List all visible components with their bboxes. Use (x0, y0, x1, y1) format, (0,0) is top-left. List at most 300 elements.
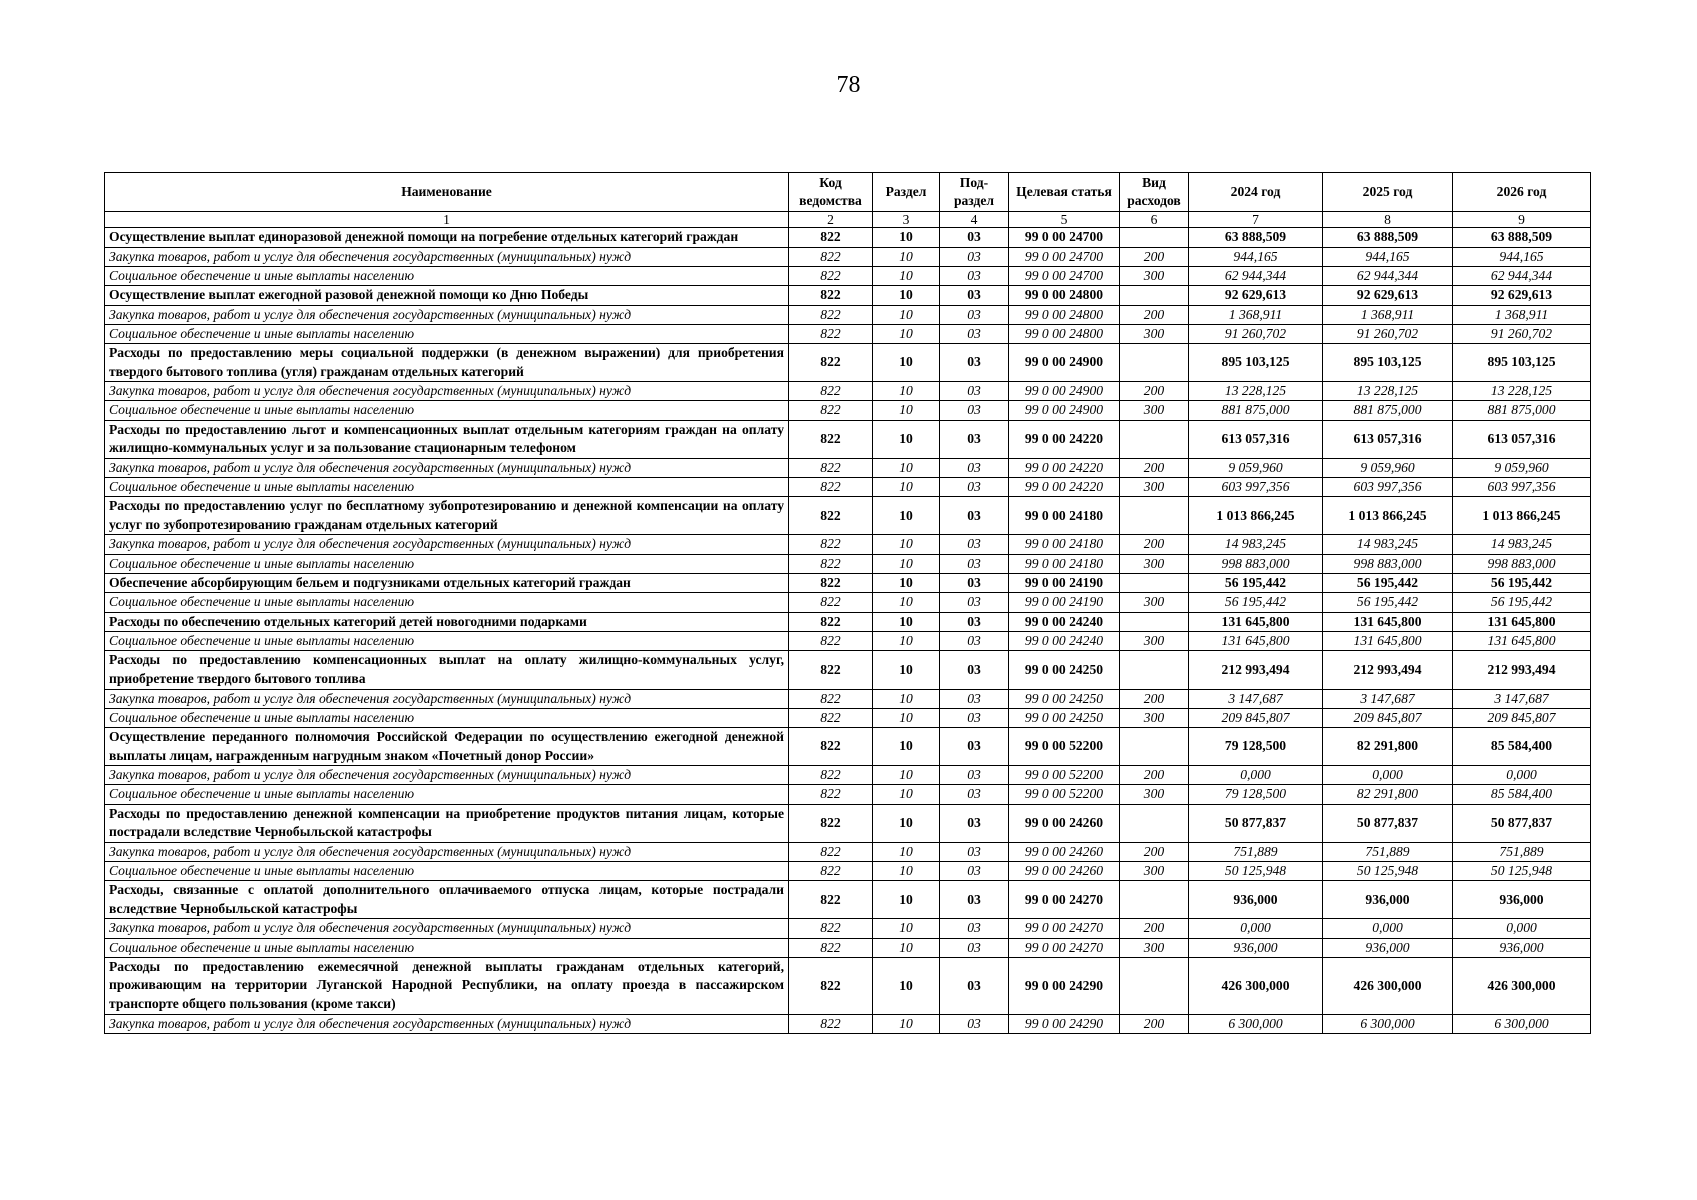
row-subsection: 03 (940, 324, 1009, 343)
row-target: 99 0 00 24190 (1009, 593, 1120, 612)
table-row (105, 324, 1591, 343)
column-number: 9 (1453, 212, 1591, 228)
row-section: 10 (873, 804, 940, 842)
row-subsection: 03 (940, 957, 1009, 1014)
row-type: 200 (1120, 919, 1189, 938)
row-subsection: 03 (940, 689, 1009, 708)
row-section: 10 (873, 382, 940, 401)
row-target: 99 0 00 24180 (1009, 497, 1120, 535)
row-code: 822 (789, 842, 873, 861)
row-value-2026: 603 997,356 (1453, 477, 1591, 496)
row-value-2025: 50 877,837 (1323, 804, 1453, 842)
header-subsection: Под-раздел (940, 173, 1009, 212)
row-value-2024: 91 260,702 (1189, 324, 1323, 343)
row-name: Социальное обеспечение и иные выплаты населению (105, 593, 789, 612)
row-target: 99 0 00 24220 (1009, 420, 1120, 458)
column-number: 6 (1120, 212, 1189, 228)
row-target: 99 0 00 24190 (1009, 573, 1120, 593)
row-section: 10 (873, 861, 940, 880)
row-value-2026: 85 584,400 (1453, 785, 1591, 804)
row-code: 822 (789, 861, 873, 880)
table-row (105, 593, 1591, 612)
row-type (1120, 286, 1189, 306)
row-value-2024: 13 228,125 (1189, 382, 1323, 401)
row-value-2024: 944,165 (1189, 247, 1323, 266)
row-value-2025: 13 228,125 (1323, 382, 1453, 401)
row-value-2026: 50 877,837 (1453, 804, 1591, 842)
row-section: 10 (873, 458, 940, 477)
row-type (1120, 344, 1189, 382)
row-name: Социальное обеспечение и иные выплаты населению (105, 785, 789, 804)
table-row (105, 881, 1591, 919)
row-subsection: 03 (940, 861, 1009, 880)
row-value-2024: 9 059,960 (1189, 458, 1323, 477)
row-type (1120, 228, 1189, 248)
column-number: 3 (873, 212, 940, 228)
row-target: 99 0 00 52200 (1009, 766, 1120, 785)
row-code: 822 (789, 382, 873, 401)
row-value-2025: 131 645,800 (1323, 632, 1453, 651)
row-type: 200 (1120, 247, 1189, 266)
column-number: 2 (789, 212, 873, 228)
table-row (105, 804, 1591, 842)
row-name: Закупка товаров, работ и услуг для обеспечения государственных (муниципальных) нужд (105, 919, 789, 938)
row-name: Осуществление выплат ежегодной разовой денежной помощи ко Дню Победы (105, 286, 789, 306)
row-code: 822 (789, 1014, 873, 1033)
row-value-2025: 0,000 (1323, 919, 1453, 938)
row-name: Расходы по предоставлению льгот и компенсационных выплат отдельным категориям граждан на оплату жилищно-коммунальных услуг и за пользование стационарным телефоном (105, 420, 789, 458)
row-code: 822 (789, 938, 873, 957)
row-value-2024: 209 845,807 (1189, 708, 1323, 727)
row-value-2026: 50 125,948 (1453, 861, 1591, 880)
table-row (105, 842, 1591, 861)
row-name: Расходы, связанные с оплатой дополнительного оплачиваемого отпуска лицам, которые пострадали вследствие Чернобыльской катастрофы (105, 881, 789, 919)
row-subsection: 03 (940, 785, 1009, 804)
row-code: 822 (789, 228, 873, 248)
row-value-2026: 936,000 (1453, 881, 1591, 919)
row-subsection: 03 (940, 247, 1009, 266)
row-type: 300 (1120, 708, 1189, 727)
row-value-2025: 936,000 (1323, 881, 1453, 919)
row-target: 99 0 00 24800 (1009, 286, 1120, 306)
row-section: 10 (873, 919, 940, 938)
row-subsection: 03 (940, 727, 1009, 765)
row-type: 300 (1120, 477, 1189, 496)
row-target: 99 0 00 24220 (1009, 477, 1120, 496)
row-value-2026: 0,000 (1453, 766, 1591, 785)
row-value-2024: 6 300,000 (1189, 1014, 1323, 1033)
row-subsection: 03 (940, 401, 1009, 420)
table-header-row (105, 173, 1591, 212)
row-section: 10 (873, 632, 940, 651)
row-value-2026: 56 195,442 (1453, 593, 1591, 612)
row-type (1120, 957, 1189, 1014)
row-value-2026: 209 845,807 (1453, 708, 1591, 727)
row-target: 99 0 00 24700 (1009, 266, 1120, 285)
row-value-2025: 1 368,911 (1323, 305, 1453, 324)
table-row (105, 1014, 1591, 1033)
row-code: 822 (789, 305, 873, 324)
row-code: 822 (789, 957, 873, 1014)
table-body (105, 228, 1591, 1034)
row-subsection: 03 (940, 477, 1009, 496)
row-target: 99 0 00 24290 (1009, 1014, 1120, 1033)
table-row (105, 612, 1591, 632)
row-value-2024: 936,000 (1189, 881, 1323, 919)
row-name: Закупка товаров, работ и услуг для обеспечения государственных (муниципальных) нужд (105, 535, 789, 554)
row-target: 99 0 00 24250 (1009, 689, 1120, 708)
table-row (105, 382, 1591, 401)
row-code: 822 (789, 727, 873, 765)
row-target: 99 0 00 24240 (1009, 632, 1120, 651)
row-section: 10 (873, 247, 940, 266)
row-type: 300 (1120, 593, 1189, 612)
row-name: Социальное обеспечение и иные выплаты населению (105, 401, 789, 420)
table-row (105, 247, 1591, 266)
row-subsection: 03 (940, 497, 1009, 535)
row-target: 99 0 00 24180 (1009, 554, 1120, 573)
table-row (105, 938, 1591, 957)
row-value-2026: 751,889 (1453, 842, 1591, 861)
row-section: 10 (873, 957, 940, 1014)
table-row (105, 286, 1591, 306)
row-value-2024: 0,000 (1189, 919, 1323, 938)
row-target: 99 0 00 24180 (1009, 535, 1120, 554)
row-subsection: 03 (940, 573, 1009, 593)
row-name: Расходы по предоставлению ежемесячной денежной выплаты гражданам отдельных категорий, проживающим на территории Луганской Народной Республики, на оплату проезда в пассажирском транспорте общего пользования (кроме такси) (105, 957, 789, 1014)
row-type (1120, 804, 1189, 842)
table-row (105, 305, 1591, 324)
row-name: Расходы по предоставлению компенсационных выплат на оплату жилищно-коммунальных услуг, приобретение твердого бытового топлива (105, 651, 789, 689)
header-2024: 2024 год (1189, 173, 1323, 212)
row-target: 99 0 00 24290 (1009, 957, 1120, 1014)
row-code: 822 (789, 344, 873, 382)
row-type: 200 (1120, 1014, 1189, 1033)
row-section: 10 (873, 708, 940, 727)
row-value-2025: 131 645,800 (1323, 612, 1453, 632)
row-type (1120, 573, 1189, 593)
row-subsection: 03 (940, 535, 1009, 554)
row-value-2025: 92 629,613 (1323, 286, 1453, 306)
row-name: Закупка товаров, работ и услуг для обеспечения государственных (муниципальных) нужд (105, 305, 789, 324)
row-value-2024: 62 944,344 (1189, 266, 1323, 285)
row-type: 200 (1120, 766, 1189, 785)
row-value-2024: 895 103,125 (1189, 344, 1323, 382)
row-name: Социальное обеспечение и иные выплаты населению (105, 266, 789, 285)
row-value-2026: 944,165 (1453, 247, 1591, 266)
row-target: 99 0 00 24800 (1009, 305, 1120, 324)
row-type: 300 (1120, 938, 1189, 957)
row-section: 10 (873, 651, 940, 689)
row-code: 822 (789, 689, 873, 708)
row-target: 99 0 00 24800 (1009, 324, 1120, 343)
row-code: 822 (789, 535, 873, 554)
column-number: 5 (1009, 212, 1120, 228)
row-target: 99 0 00 24900 (1009, 401, 1120, 420)
row-value-2026: 63 888,509 (1453, 228, 1591, 248)
row-name: Закупка товаров, работ и услуг для обеспечения государственных (муниципальных) нужд (105, 247, 789, 266)
row-value-2025: 82 291,800 (1323, 727, 1453, 765)
table-row (105, 785, 1591, 804)
row-subsection: 03 (940, 420, 1009, 458)
table-row (105, 766, 1591, 785)
row-code: 822 (789, 881, 873, 919)
row-value-2025: 62 944,344 (1323, 266, 1453, 285)
row-type (1120, 497, 1189, 535)
row-value-2026: 212 993,494 (1453, 651, 1591, 689)
row-value-2026: 3 147,687 (1453, 689, 1591, 708)
row-value-2024: 92 629,613 (1189, 286, 1323, 306)
row-target: 99 0 00 24250 (1009, 708, 1120, 727)
row-value-2024: 79 128,500 (1189, 785, 1323, 804)
row-name: Расходы по предоставлению услуг по бесплатному зубопротезированию и денежной компенсации на оплату услуг по зубопротезированию гражданам отдельных категорий (105, 497, 789, 535)
row-subsection: 03 (940, 612, 1009, 632)
row-value-2026: 936,000 (1453, 938, 1591, 957)
row-value-2024: 603 997,356 (1189, 477, 1323, 496)
row-type: 300 (1120, 861, 1189, 880)
row-subsection: 03 (940, 804, 1009, 842)
row-subsection: 03 (940, 1014, 1009, 1033)
row-type: 200 (1120, 382, 1189, 401)
table-row (105, 497, 1591, 535)
table-row (105, 573, 1591, 593)
row-value-2025: 209 845,807 (1323, 708, 1453, 727)
row-value-2026: 881 875,000 (1453, 401, 1591, 420)
row-name: Социальное обеспечение и иные выплаты населению (105, 708, 789, 727)
row-type (1120, 420, 1189, 458)
row-target: 99 0 00 24260 (1009, 804, 1120, 842)
row-subsection: 03 (940, 842, 1009, 861)
row-subsection: 03 (940, 708, 1009, 727)
row-code: 822 (789, 766, 873, 785)
row-code: 822 (789, 477, 873, 496)
header-2025: 2025 год (1323, 173, 1453, 212)
row-name: Социальное обеспечение и иные выплаты населению (105, 861, 789, 880)
row-value-2024: 426 300,000 (1189, 957, 1323, 1014)
row-code: 822 (789, 497, 873, 535)
row-code: 822 (789, 266, 873, 285)
row-type (1120, 727, 1189, 765)
row-value-2024: 131 645,800 (1189, 632, 1323, 651)
row-value-2025: 881 875,000 (1323, 401, 1453, 420)
table-row (105, 401, 1591, 420)
row-value-2026: 85 584,400 (1453, 727, 1591, 765)
row-value-2024: 50 125,948 (1189, 861, 1323, 880)
row-value-2026: 1 368,911 (1453, 305, 1591, 324)
row-target: 99 0 00 52200 (1009, 785, 1120, 804)
header-2026: 2026 год (1453, 173, 1591, 212)
row-value-2025: 998 883,000 (1323, 554, 1453, 573)
header-type: Вид расходов (1120, 173, 1189, 212)
column-number: 4 (940, 212, 1009, 228)
header-code: Код ведомства (789, 173, 873, 212)
row-subsection: 03 (940, 881, 1009, 919)
row-value-2025: 56 195,442 (1323, 573, 1453, 593)
row-target: 99 0 00 24700 (1009, 228, 1120, 248)
row-value-2026: 91 260,702 (1453, 324, 1591, 343)
page-number: 78 (836, 72, 861, 98)
row-value-2025: 603 997,356 (1323, 477, 1453, 496)
row-value-2026: 613 057,316 (1453, 420, 1591, 458)
row-code: 822 (789, 401, 873, 420)
row-subsection: 03 (940, 458, 1009, 477)
table-row (105, 458, 1591, 477)
row-name: Расходы по предоставлению меры социальной поддержки (в денежном выражении) для приобретения твердого бытового топлива (угля) гражданам отдельных категорий (105, 344, 789, 382)
row-value-2026: 1 013 866,245 (1453, 497, 1591, 535)
table-row (105, 651, 1591, 689)
row-type: 300 (1120, 785, 1189, 804)
row-value-2024: 751,889 (1189, 842, 1323, 861)
row-value-2026: 426 300,000 (1453, 957, 1591, 1014)
row-value-2025: 613 057,316 (1323, 420, 1453, 458)
row-value-2025: 426 300,000 (1323, 957, 1453, 1014)
row-subsection: 03 (940, 632, 1009, 651)
row-value-2024: 212 993,494 (1189, 651, 1323, 689)
row-type: 300 (1120, 266, 1189, 285)
row-type (1120, 612, 1189, 632)
row-section: 10 (873, 477, 940, 496)
row-value-2026: 56 195,442 (1453, 573, 1591, 593)
row-subsection: 03 (940, 919, 1009, 938)
row-value-2025: 895 103,125 (1323, 344, 1453, 382)
row-target: 99 0 00 24900 (1009, 382, 1120, 401)
row-code: 822 (789, 651, 873, 689)
row-code: 822 (789, 785, 873, 804)
column-number: 8 (1323, 212, 1453, 228)
row-value-2025: 944,165 (1323, 247, 1453, 266)
row-type: 200 (1120, 842, 1189, 861)
row-section: 10 (873, 497, 940, 535)
row-code: 822 (789, 286, 873, 306)
row-section: 10 (873, 554, 940, 573)
row-section: 10 (873, 842, 940, 861)
table-row (105, 228, 1591, 248)
row-name: Социальное обеспечение и иные выплаты населению (105, 632, 789, 651)
row-code: 822 (789, 573, 873, 593)
row-target: 99 0 00 24260 (1009, 861, 1120, 880)
row-name: Закупка товаров, работ и услуг для обеспечения государственных (муниципальных) нужд (105, 766, 789, 785)
row-section: 10 (873, 573, 940, 593)
row-name: Расходы по обеспечению отдельных категорий детей новогодними подарками (105, 612, 789, 632)
table-row (105, 632, 1591, 651)
row-target: 99 0 00 24700 (1009, 247, 1120, 266)
row-value-2026: 998 883,000 (1453, 554, 1591, 573)
column-number: 7 (1189, 212, 1323, 228)
row-code: 822 (789, 593, 873, 612)
header-name: Наименование (105, 173, 789, 212)
row-code: 822 (789, 458, 873, 477)
row-value-2026: 6 300,000 (1453, 1014, 1591, 1033)
row-code: 822 (789, 919, 873, 938)
row-subsection: 03 (940, 593, 1009, 612)
row-name: Обеспечение абсорбирующим бельем и подгузниками отдельных категорий граждан (105, 573, 789, 593)
row-value-2024: 613 057,316 (1189, 420, 1323, 458)
table-row (105, 861, 1591, 880)
row-section: 10 (873, 689, 940, 708)
row-name: Осуществление переданного полномочия Российской Федерации по осуществлению ежегодной денежной выплаты лицам, награжденным нагрудным знаком «Почетный донор России» (105, 727, 789, 765)
row-value-2025: 50 125,948 (1323, 861, 1453, 880)
row-section: 10 (873, 420, 940, 458)
row-value-2026: 895 103,125 (1453, 344, 1591, 382)
row-type: 200 (1120, 458, 1189, 477)
row-section: 10 (873, 286, 940, 306)
row-target: 99 0 00 52200 (1009, 727, 1120, 765)
row-value-2024: 50 877,837 (1189, 804, 1323, 842)
row-value-2025: 936,000 (1323, 938, 1453, 957)
row-value-2024: 131 645,800 (1189, 612, 1323, 632)
row-subsection: 03 (940, 382, 1009, 401)
row-value-2026: 92 629,613 (1453, 286, 1591, 306)
row-value-2024: 3 147,687 (1189, 689, 1323, 708)
row-target: 99 0 00 24260 (1009, 842, 1120, 861)
row-value-2026: 14 983,245 (1453, 535, 1591, 554)
row-subsection: 03 (940, 938, 1009, 957)
row-value-2025: 63 888,509 (1323, 228, 1453, 248)
row-value-2024: 56 195,442 (1189, 573, 1323, 593)
row-value-2024: 56 195,442 (1189, 593, 1323, 612)
row-type: 200 (1120, 535, 1189, 554)
row-code: 822 (789, 708, 873, 727)
row-type: 300 (1120, 401, 1189, 420)
row-value-2026: 0,000 (1453, 919, 1591, 938)
row-value-2024: 998 883,000 (1189, 554, 1323, 573)
row-section: 10 (873, 305, 940, 324)
header-target: Целевая статья (1009, 173, 1120, 212)
row-value-2026: 13 228,125 (1453, 382, 1591, 401)
row-section: 10 (873, 938, 940, 957)
row-value-2025: 212 993,494 (1323, 651, 1453, 689)
row-value-2025: 3 147,687 (1323, 689, 1453, 708)
row-type (1120, 881, 1189, 919)
row-section: 10 (873, 612, 940, 632)
row-subsection: 03 (940, 305, 1009, 324)
row-value-2025: 14 983,245 (1323, 535, 1453, 554)
row-value-2024: 881 875,000 (1189, 401, 1323, 420)
row-value-2025: 6 300,000 (1323, 1014, 1453, 1033)
row-target: 99 0 00 24900 (1009, 344, 1120, 382)
row-name: Закупка товаров, работ и услуг для обеспечения государственных (муниципальных) нужд (105, 458, 789, 477)
row-code: 822 (789, 247, 873, 266)
row-value-2025: 56 195,442 (1323, 593, 1453, 612)
row-value-2026: 131 645,800 (1453, 632, 1591, 651)
row-value-2026: 9 059,960 (1453, 458, 1591, 477)
row-section: 10 (873, 535, 940, 554)
row-target: 99 0 00 24240 (1009, 612, 1120, 632)
row-subsection: 03 (940, 344, 1009, 382)
row-section: 10 (873, 401, 940, 420)
row-target: 99 0 00 24270 (1009, 919, 1120, 938)
table-row (105, 957, 1591, 1014)
row-code: 822 (789, 612, 873, 632)
row-name: Социальное обеспечение и иные выплаты населению (105, 554, 789, 573)
row-value-2026: 131 645,800 (1453, 612, 1591, 632)
column-number-row (105, 212, 1591, 228)
row-value-2025: 1 013 866,245 (1323, 497, 1453, 535)
table-row (105, 535, 1591, 554)
row-value-2024: 936,000 (1189, 938, 1323, 957)
row-subsection: 03 (940, 651, 1009, 689)
row-section: 10 (873, 228, 940, 248)
row-section: 10 (873, 324, 940, 343)
row-section: 10 (873, 766, 940, 785)
row-section: 10 (873, 881, 940, 919)
row-subsection: 03 (940, 766, 1009, 785)
table-row (105, 344, 1591, 382)
row-section: 10 (873, 266, 940, 285)
row-type: 300 (1120, 324, 1189, 343)
column-number: 1 (105, 212, 789, 228)
table-row (105, 919, 1591, 938)
